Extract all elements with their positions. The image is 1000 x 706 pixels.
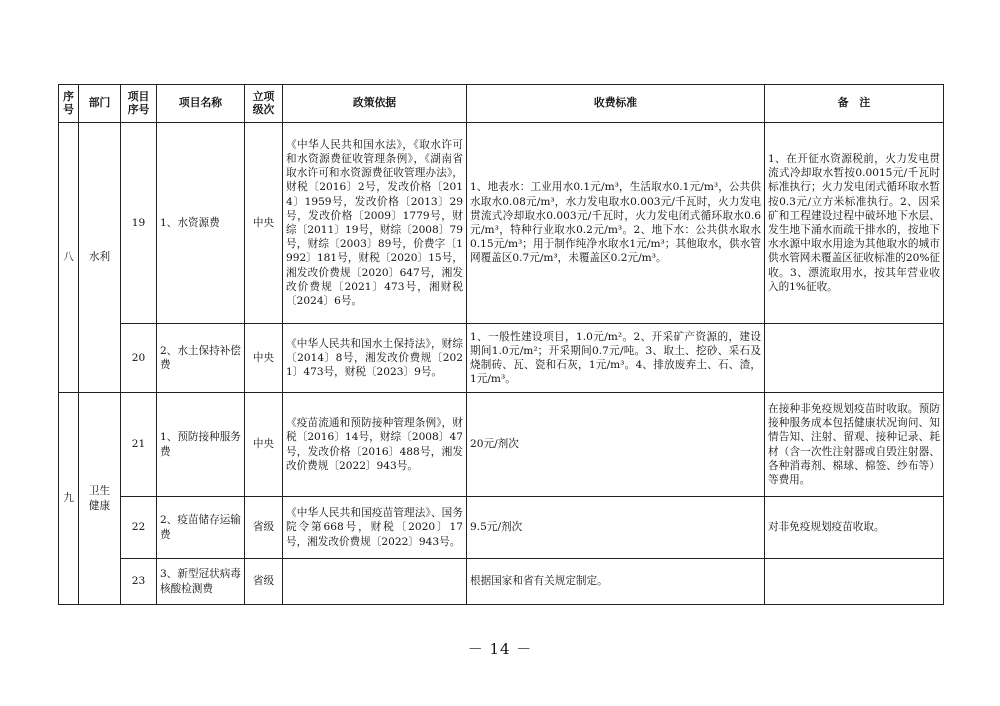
remark-cell <box>765 324 944 393</box>
remark-cell: 1、在开征水资源税前，火力发电贯流式冷却取水暂按0.0015元/千瓦时标准执行；火力发电闭式循环取水暂按0.3元/立方米标准执行。2、因采矿和工程建设过程中破坏地下水层、发生地下涌水而疏干排水的，按地下水水源中取水用途为其他取水的城市供水管网未覆盖区征收标准的20%征收。3、漂流取用水，按其年营业收入的1%征收。 <box>765 123 944 324</box>
table-header-row <box>59 85 944 123</box>
remark-cell: 在接种非免疫规划疫苗时收取。预防接种服务成本包括健康状况询问、知情告知、注射、留观、接种记录、耗材（含一次性注射器或自毁注射器、各种消毒剂、棉球、棉签、纱布等）等费用。 <box>765 393 944 497</box>
table-row <box>59 393 944 497</box>
item-name-cell: 2、疫苗储存运输费 <box>157 497 245 559</box>
fee-table <box>58 84 944 605</box>
header-seq: 序号 <box>59 85 79 123</box>
level-cell: 省级 <box>245 497 283 559</box>
policy-cell <box>283 559 467 605</box>
header-remark: 备 注 <box>765 85 944 123</box>
item-no-cell: 21 <box>121 393 157 497</box>
header-item-no: 项目序号 <box>121 85 157 123</box>
table-row <box>59 324 944 393</box>
policy-cell: 《中华人民共和国水法》，《取水许可和水资源费征收管理条例》，《湖南省取水许可和水资源费征收管理办法》，财税〔2016〕2号，发改价格〔2014〕1959号，发改价格〔2013〕29号，发改价格〔2009〕1779号，财综〔2011〕19号，财综〔2008〕79号，财综〔2003〕89号，价费字〔1992〕181号，财税〔2020〕15号，湘发改价费规〔2020〕647号，湘发改价费规〔2021〕473号，湘财税〔2024〕6号。 <box>283 123 467 324</box>
item-no-cell: 22 <box>121 497 157 559</box>
level-cell: 中央 <box>245 393 283 497</box>
item-name-cell: 2、水土保持补偿费 <box>157 324 245 393</box>
header-standard: 收费标准 <box>467 85 765 123</box>
header-level: 立项级次 <box>245 85 283 123</box>
standard-cell: 1、地表水：工业用水0.1元/m³，生活取水0.1元/m³，公共供水取水0.08元/m³，水力发电取水0.003元/千瓦时，火力发电贯流式冷却取水0.003元/千瓦时，火力发电闭式循环取水0.6元/m³，特种行业取水0.2元/m³。2、地下水：公共供水取水0.15元/m³；用于制作纯净水取水1元/m³；其他取水，供水管网覆盖区0.7元/m³，未覆盖区0.2元/m³。 <box>467 123 765 324</box>
table-row <box>59 497 944 559</box>
level-cell: 省级 <box>245 559 283 605</box>
policy-cell: 《中华人民共和国疫苗管理法》、国务院令第668号，财税〔2020〕17号，湘发改价费规〔2022〕943号。 <box>283 497 467 559</box>
item-name-cell: 1、水资源费 <box>157 123 245 324</box>
item-no-cell: 20 <box>121 324 157 393</box>
seq-cell: 八 <box>59 123 79 393</box>
header-item-name: 项目名称 <box>157 85 245 123</box>
header-dept: 部门 <box>79 85 121 123</box>
standard-cell: 1、一般性建设项目，1.0元/m²。2、开采矿产资源的，建设期间1.0元/m²；开采期间0.7元/吨。3、取土、挖砂、采石及烧制砖、瓦、瓷和石灰，1元/m³。4、排放废弃土、石、渣，1元/m³。 <box>467 324 765 393</box>
item-name-cell: 3、新型冠状病毒核酸检测费 <box>157 559 245 605</box>
level-cell: 中央 <box>245 123 283 324</box>
table-row <box>59 123 944 324</box>
standard-cell: 根据国家和省有关规定制定。 <box>467 559 765 605</box>
policy-cell: 《疫苗流通和预防接种管理条例》，财税〔2016〕14号，财综〔2008〕47号，发改价格〔2016〕488号，湘发改价费规〔2022〕943号。 <box>283 393 467 497</box>
level-cell: 中央 <box>245 324 283 393</box>
item-no-cell: 23 <box>121 559 157 605</box>
item-name-cell: 1、预防接种服务费 <box>157 393 245 497</box>
header-policy: 政策依据 <box>283 85 467 123</box>
remark-cell: 对非免疫规划疫苗收取。 <box>765 497 944 559</box>
seq-cell: 九 <box>59 393 79 605</box>
remark-cell <box>765 559 944 605</box>
policy-cell: 《中华人民共和国水土保持法》，财综〔2014〕8号，湘发改价费规〔2021〕473号，财税〔2023〕9号。 <box>283 324 467 393</box>
table-row <box>59 559 944 605</box>
page-number: － 14 － <box>467 640 533 658</box>
standard-cell: 9.5元/剂次 <box>467 497 765 559</box>
item-no-cell: 19 <box>121 123 157 324</box>
dept-cell: 卫生健康 <box>79 393 121 605</box>
standard-cell: 20元/剂次 <box>467 393 765 497</box>
dept-cell: 水利 <box>79 123 121 393</box>
